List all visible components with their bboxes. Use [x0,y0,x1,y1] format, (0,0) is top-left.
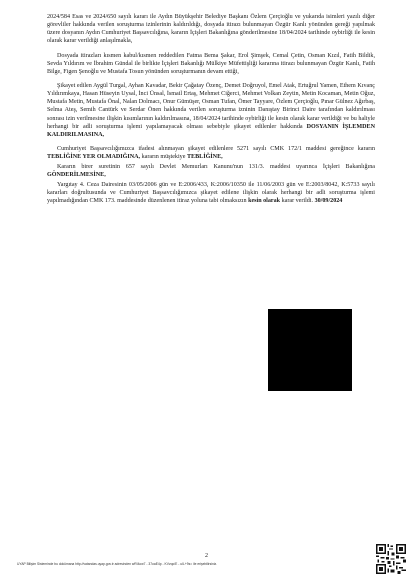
uyap-footer: UYAP Bilişim Sisteminde bu dokümana http://vatandas.uyap.gov.tr adresinden wRI4ow7 - 37oaE4p - KVvqo/E - uIL+9s= ile erişebilirsiniz. [17,562,218,566]
paragraph-4 [47,145,375,161]
redaction-box [268,309,352,391]
paragraph-6-text: Yargıtay 4. Ceza Dairesinin 03/05/2006 gün ve E:2006/433, K:2006/10350 ile 11/06/2003 gün ve E:2003/8042, K:5733 sayılı kararları doğrultusunda ve Cumhuriyet Başsavcılığımızca şikayet edilene ilişkin olarak herhangi bir adli soruşturma işlemi yapılmadığından CMK 173. maddesinde düzenlenen itiraz yoluna tabi olmaksızın [47,182,375,205]
paragraph-6 [47,181,375,205]
paragraph-1: 2024/584 Esas ve 2024/650 sayılı kararı ile Aydın Büyükşehir Belediye Başkanı Özlem Çerçioğlu ve yukarıda isimleri yazılı diğer görevliler hakkında verilen soruşturma izinlerinin kaldırıldığı, dosyada itirazı bulunmayan Özgür Kanlı yönünden gereği yapılmak üzere dosyanın Aydın Cumhuriyet Başsavcılığına, kararın İçişleri Bakanlığına gönderilmesine 18/04/2024 tarihinde oybirliği ile kesin olarak karar verildiği anlaşılmakla, [47,14,375,45]
page-number: 2 [205,553,208,559]
karar-verildi: karar verildi. [280,198,315,205]
paragraph-3 [47,82,375,138]
document-body [47,13,375,212]
decision-date: 30/09/2024 [314,198,343,205]
paragraph-4-text: Cumhuriyet Başsavcılığımızca ifadesi alınmayan şikayet edilenlere 5271 sayılı CMK 172/1 maddesi gereğince kararın [57,146,375,153]
paragraph-2: Dosyada itirazları kısmen kabul/kısmen reddedilen Fatma Bema Şakar, Erol Şimşek, Cemal Çetin, Osman Kızıl, Fatih Bildik, Sevda Yıldırım ve İbrahim Gündal ile birlikte İçişleri Bakanlığı Mülkiye Müfettişliği kararına itirazı bulunmayan Özgür Kanlı, Fatih Bilge, Figen Şenoğlu ve Mustafa Tosun yönünden soruşturmanın devam ettiği, [47,52,375,75]
tebligine: TEBLİĞİNE, [186,154,223,161]
qr-code-icon [376,544,406,574]
dosya-kaldirma-decision: DOSYANIN İŞLEMDEN KALDIRILMASINA, [47,123,375,138]
teblige-yer-olmadigina: TEBLİĞİNE YER OLMADIĞINA, [47,154,141,161]
paragraph-3-text: Şikayet edilen Aygül Turgal, Ayhan Kavadar, Bekir Çağatay Özenç, Demet Doğruyol, Emel Atak, Ertuğrul Yamen, Ethem Kıvanç Yıldırımkaya, Hasan Hüseyin Uysal, İnci Ünsal, İsmail Ertaş, Mehmet Ciğerci, Mehmet Volkan Zeytin, Metin Kocaman, Metin Oğuz, Mustafa Metin, Mustafa Önal, Nalan Dolmacı, Onur Gümüşer, Osman Tufan, Ömer Tayyare, Özlem Çerçioğlu, Pınar Gülnez Ağırbaş, Selma Ateş, Semih Cantürk ve Serdar Önen hakkında verilen soruşturma izninin Danıştay Birinci Daire tarafından kaldırılması sonrası izin verilmesine ilişkin kısımlarının kaldırılmasına, 18/04/2024 tarihinde oybirliği ile kesin olarak karar verildiği ve bu haliyle herhangi bir adli soruşturma işlemi yapılamayacak olması sebebiyle şikayet edilenler hakkında [47,83,375,130]
paragraph-5 [47,163,375,179]
kesin-olarak: kesin olarak [248,198,281,205]
teblige-tail: kararın müştekiye [140,154,187,161]
gonderilmesine: GÖNDERİLMESİNE, [47,172,106,179]
paragraph-5-text: Kararın birer suretinin 657 sayılı Devlet Memurları Kanunu'nun 131/3. maddesi uyarınca İçişleri Bakanlığına [57,164,375,171]
